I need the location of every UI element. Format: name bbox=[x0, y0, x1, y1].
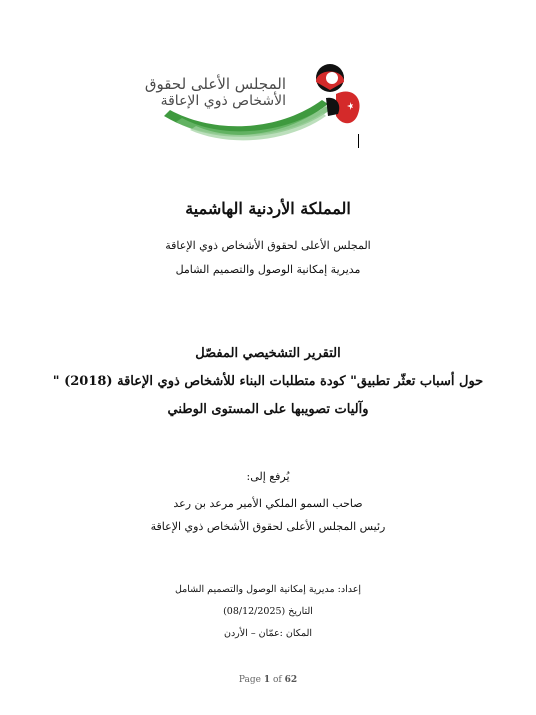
addressee-line-1: صاحب السمو الملكي الأمير مرعد بن رعد bbox=[173, 497, 363, 510]
logo-line-1: المجلس الأعلى لحقوق bbox=[144, 75, 286, 93]
current-page: 1 bbox=[263, 675, 271, 685]
of-word: of bbox=[272, 675, 282, 685]
kingdom-heading: المملكة الأردنية الهاشمية bbox=[185, 199, 351, 218]
report-title-line-2: حول أسباب تعثّر تطبيق" كودة متطلبات البناء للأشخاص ذوي الإعاقة (2018) " bbox=[52, 374, 484, 389]
logo-text bbox=[145, 76, 286, 110]
directorate-name: مديرية إمكانية الوصول والتصميم الشامل bbox=[175, 263, 361, 276]
page-footer bbox=[0, 675, 536, 685]
page-word: Page bbox=[238, 675, 261, 685]
prepared-by: إعداد: مديرية إمكانية الوصول والتصميم الشامل bbox=[174, 584, 362, 595]
report-title-line-3: وآليات تصويبها على المستوى الوطني bbox=[167, 402, 369, 417]
logo-line-2: الأشخاص ذوي الإعاقة bbox=[160, 93, 286, 109]
report-date: التاريخ (08/12/2025) bbox=[223, 606, 313, 617]
report-title-line-1: التقرير التشخيصي المفصّل bbox=[195, 346, 341, 361]
addressee-label: يُرفع إلى: bbox=[246, 470, 290, 483]
addressee-line-2: رئيس المجلس الأعلى لحقوق الأشخاص ذوي الإعاقة bbox=[150, 520, 386, 533]
text-cursor bbox=[358, 134, 359, 148]
report-place: المكان :عمّان – الأردن bbox=[223, 628, 313, 639]
council-logo bbox=[144, 56, 370, 148]
council-name: المجلس الأعلى لحقوق الأشخاص ذوي الإعاقة bbox=[165, 239, 371, 252]
total-pages: 62 bbox=[284, 675, 298, 685]
